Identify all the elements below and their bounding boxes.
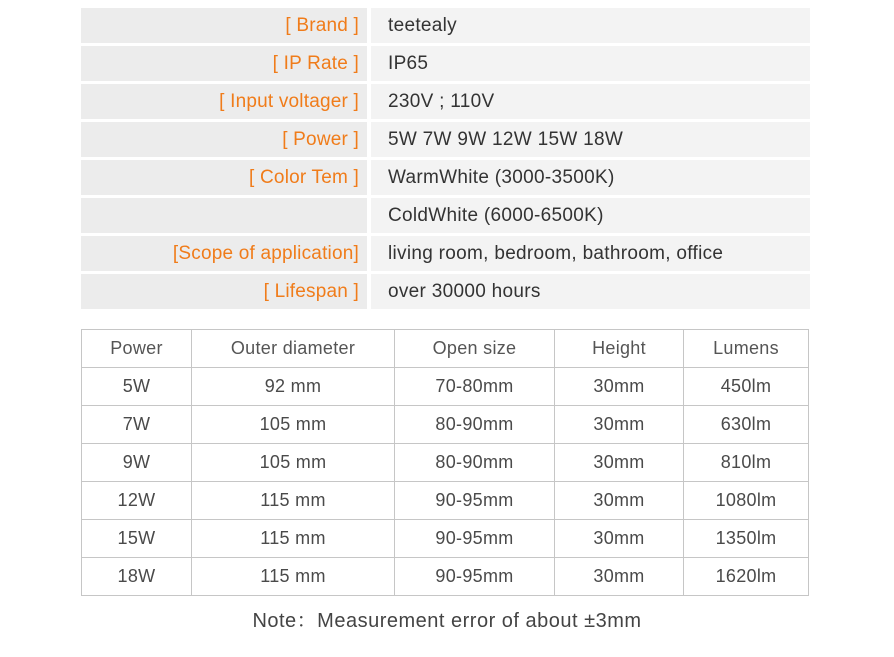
header-power: Power	[82, 330, 192, 368]
cell-height: 30mm	[555, 558, 684, 596]
spec-row-brand	[81, 8, 810, 43]
size-table	[81, 329, 809, 596]
cell-power: 12W	[82, 482, 192, 520]
cell-lumens: 810lm	[684, 444, 809, 482]
header-outer-diameter: Outer diameter	[192, 330, 395, 368]
spec-value: 230V ; 110V	[371, 84, 810, 119]
cell-height: 30mm	[555, 520, 684, 558]
spec-value: 5W 7W 9W 12W 15W 18W	[371, 122, 810, 157]
cell-lumens: 630lm	[684, 406, 809, 444]
header-height: Height	[555, 330, 684, 368]
spec-label: [ Brand ]	[81, 8, 367, 43]
cell-power: 9W	[82, 444, 192, 482]
spec-row-color-temp-cold	[81, 198, 810, 233]
cell-open-size: 90-95mm	[395, 520, 555, 558]
cell-outer-diameter: 115 mm	[192, 482, 395, 520]
cell-outer-diameter: 92 mm	[192, 368, 395, 406]
cell-outer-diameter: 115 mm	[192, 520, 395, 558]
spec-row-ip-rate	[81, 46, 810, 81]
table-row	[82, 558, 809, 596]
cell-power: 15W	[82, 520, 192, 558]
spec-label: [ Power ]	[81, 122, 367, 157]
cell-open-size: 90-95mm	[395, 482, 555, 520]
cell-power: 7W	[82, 406, 192, 444]
spec-label: [ IP Rate ]	[81, 46, 367, 81]
cell-lumens: 1620lm	[684, 558, 809, 596]
spec-value: WarmWhite (3000-3500K)	[371, 160, 810, 195]
spec-row-lifespan	[81, 274, 810, 309]
table-header-row	[82, 330, 809, 368]
cell-power: 5W	[82, 368, 192, 406]
cell-lumens: 450lm	[684, 368, 809, 406]
header-open-size: Open size	[395, 330, 555, 368]
measurement-note: Note：Measurement error of about ±3mm	[252, 610, 642, 632]
spec-value: teetealy	[371, 8, 810, 43]
cell-open-size: 80-90mm	[395, 406, 555, 444]
spec-label	[81, 198, 367, 233]
cell-lumens: 1350lm	[684, 520, 809, 558]
spec-label: [ Lifespan ]	[81, 274, 367, 309]
spec-label: [ Color Tem ]	[81, 160, 367, 195]
cell-height: 30mm	[555, 406, 684, 444]
cell-outer-diameter: 105 mm	[192, 444, 395, 482]
header-lumens: Lumens	[684, 330, 809, 368]
cell-height: 30mm	[555, 368, 684, 406]
cell-height: 30mm	[555, 482, 684, 520]
spec-row-scope	[81, 236, 810, 271]
cell-open-size: 90-95mm	[395, 558, 555, 596]
cell-lumens: 1080lm	[684, 482, 809, 520]
table-row	[82, 444, 809, 482]
spec-value: ColdWhite (6000-6500K)	[371, 198, 810, 233]
table-row	[82, 520, 809, 558]
cell-open-size: 80-90mm	[395, 444, 555, 482]
cell-power: 18W	[82, 558, 192, 596]
cell-outer-diameter: 115 mm	[192, 558, 395, 596]
spec-row-input-voltage	[81, 84, 810, 119]
spec-value: IP65	[371, 46, 810, 81]
spec-value: living room, bedroom, bathroom, office	[371, 236, 810, 271]
spec-label: [ Input voltager ]	[81, 84, 367, 119]
cell-outer-diameter: 105 mm	[192, 406, 395, 444]
spec-table	[81, 8, 810, 312]
table-row	[82, 482, 809, 520]
spec-value: over 30000 hours	[371, 274, 810, 309]
cell-height: 30mm	[555, 444, 684, 482]
spec-row-color-temp	[81, 160, 810, 195]
spec-label: [Scope of application]	[81, 236, 367, 271]
table-row	[82, 406, 809, 444]
cell-open-size: 70-80mm	[395, 368, 555, 406]
table-row	[82, 368, 809, 406]
spec-row-power	[81, 122, 810, 157]
